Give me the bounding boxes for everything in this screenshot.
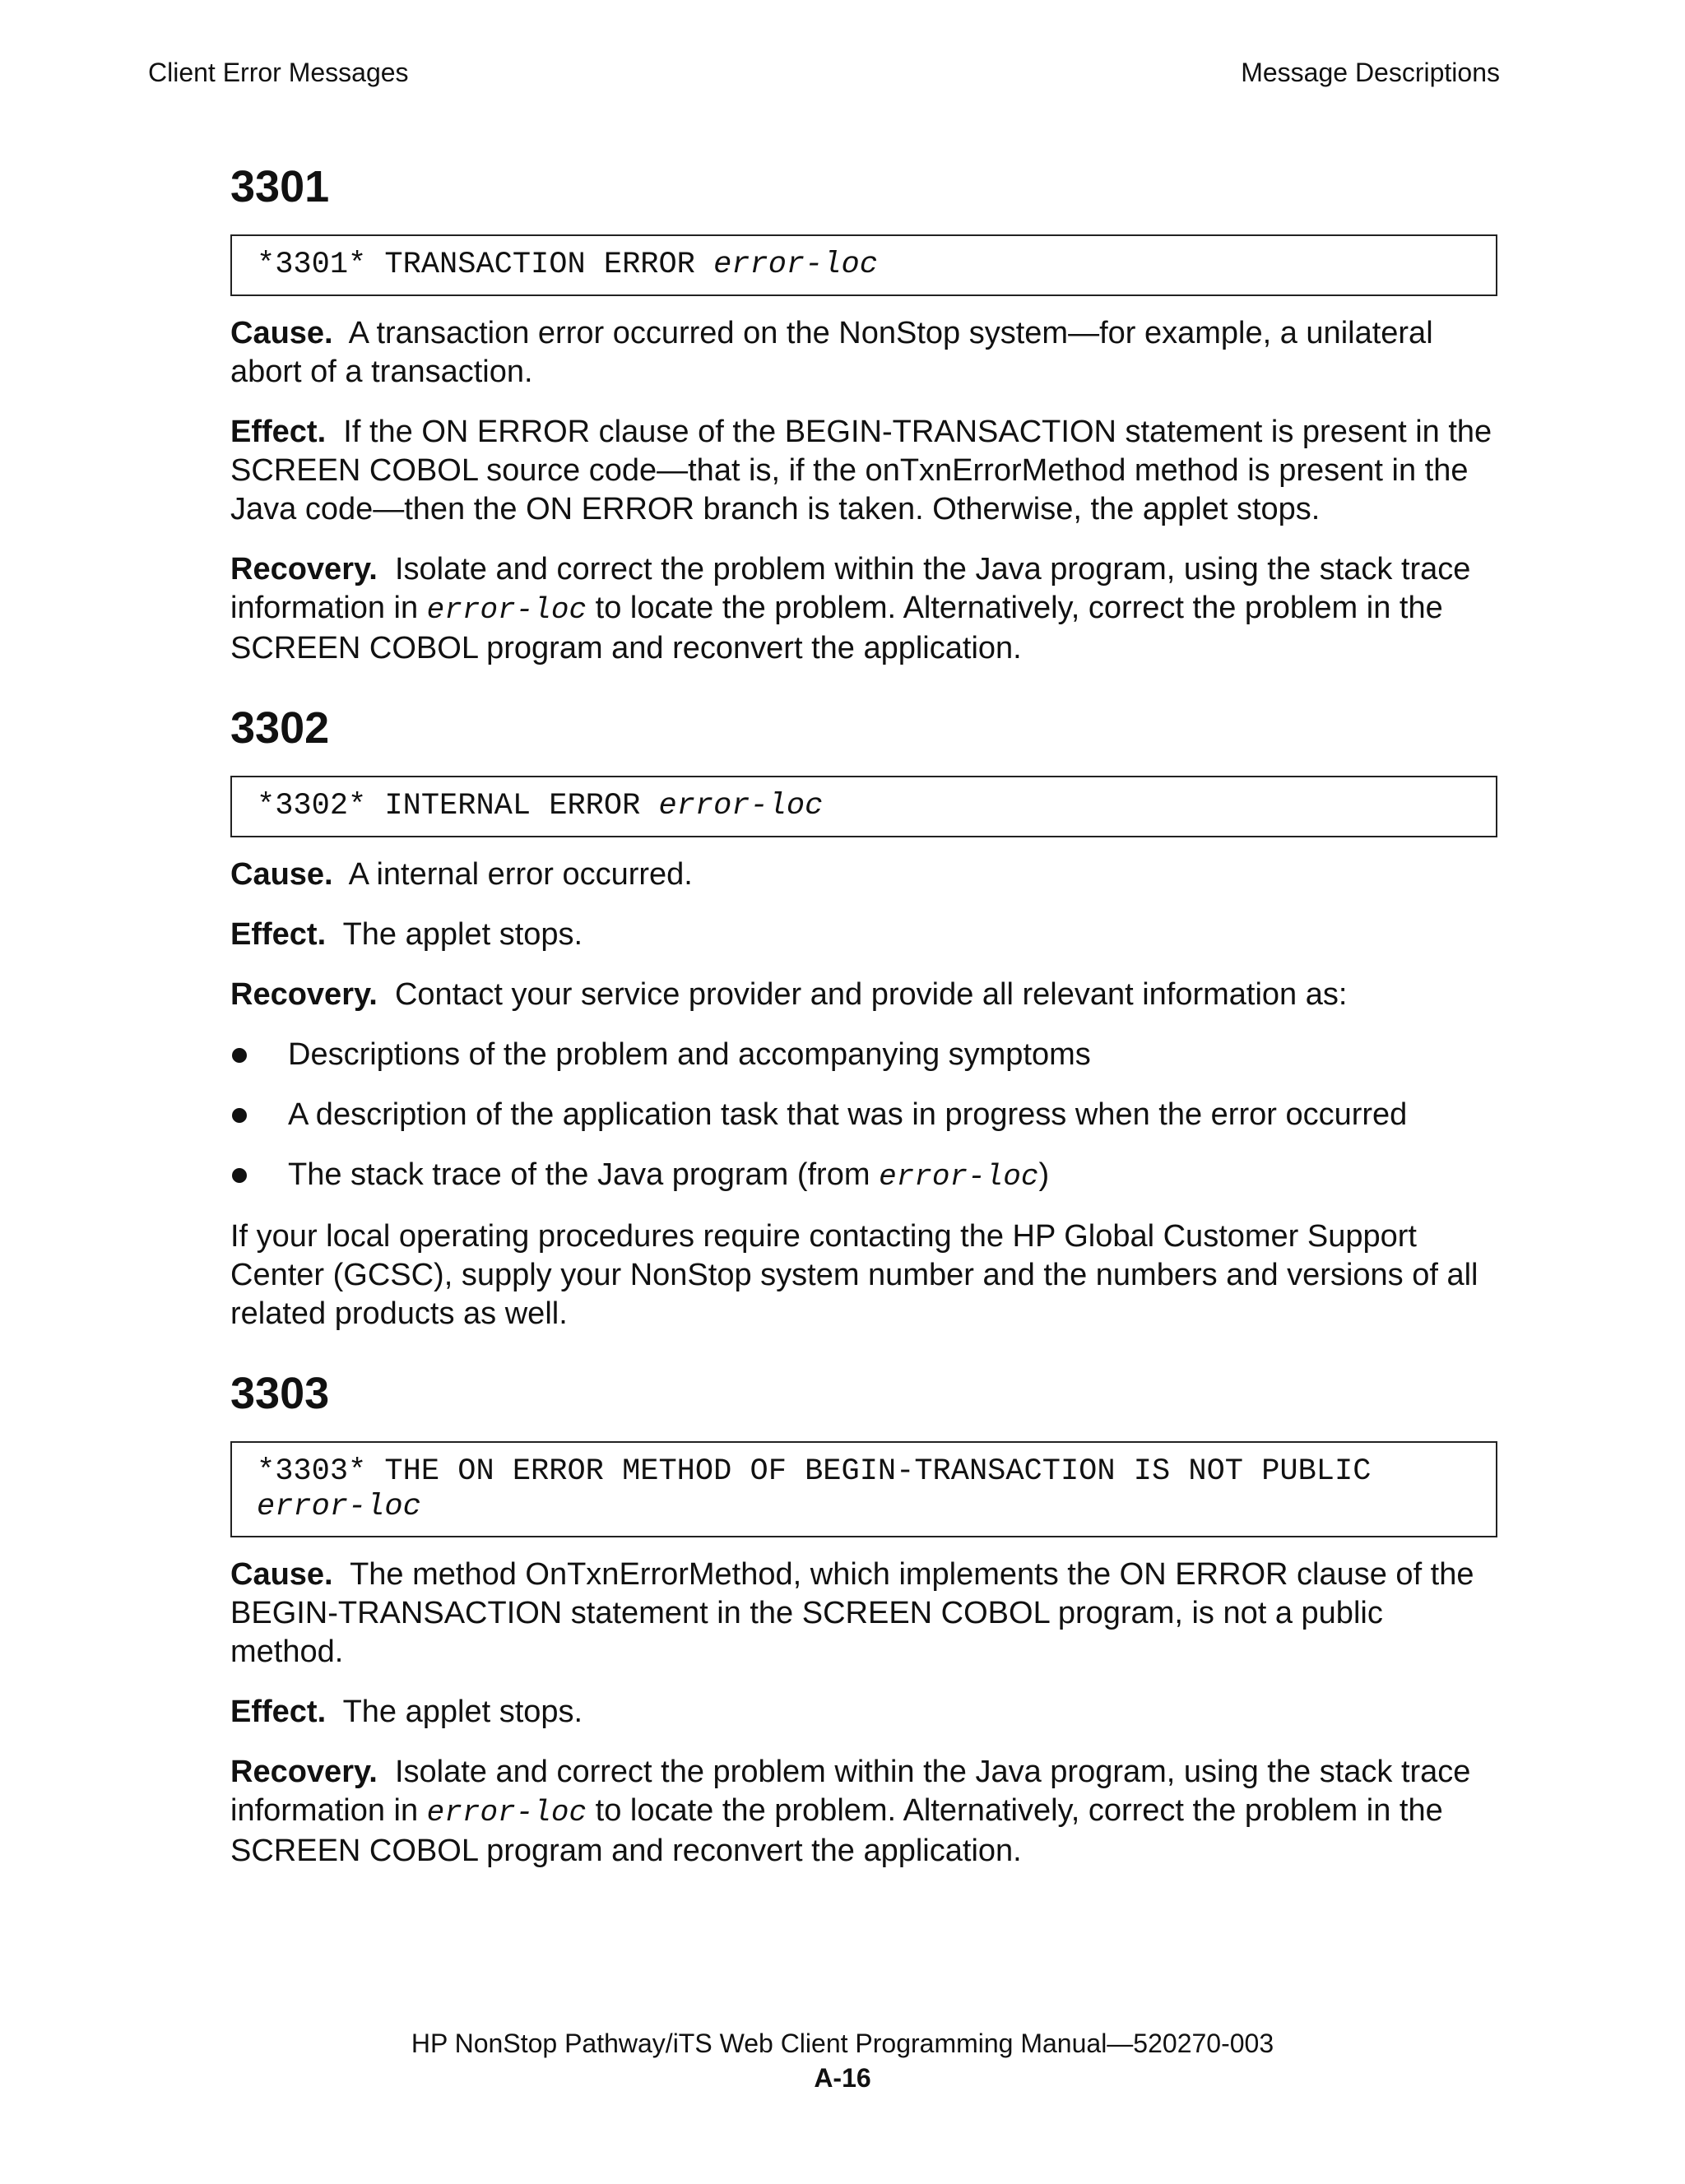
- page-content: [230, 163, 1497, 1907]
- message-variable: error-loc: [257, 1489, 421, 1524]
- effect-label: Effect.: [230, 916, 327, 952]
- cause-paragraph: [230, 1556, 1497, 1672]
- effect-label: Effect.: [230, 1695, 327, 1730]
- bullet-list: [230, 1036, 1497, 1196]
- message-code: *3302* INTERNAL ERROR: [257, 789, 659, 824]
- section-title: 3302: [230, 702, 330, 753]
- list-item-text-a: The stack trace of the Java program (from: [288, 1157, 880, 1192]
- cause-text: The method OnTxnErrorMethod, which implements the ON ERROR clause of the BEGIN-TRANSACTION statement in the SCREEN COBOL program, is not a public method.: [230, 1557, 1474, 1670]
- bullet-icon: [232, 1108, 247, 1123]
- message-box: [230, 776, 1497, 837]
- cause-text: A transaction error occurred on the NonStop system—for example, a unilateral abort of a transaction.: [230, 315, 1433, 389]
- effect-text: If the ON ERROR clause of the BEGIN-TRANSACTION statement is present in the SCREEN COBOL source code—that is, if the onTxnErrorMethod method is present in the Java code—then the ON ERROR branch is taken. Otherwise, the applet stops.: [230, 414, 1492, 526]
- effect-paragraph: [230, 1693, 1497, 1732]
- recovery-paragraph: [230, 976, 1497, 1014]
- cause-paragraph: [230, 314, 1497, 392]
- message-code: *3303* THE ON ERROR METHOD OF BEGIN-TRANSACTION IS NOT PUBLIC: [257, 1454, 1372, 1490]
- effect-paragraph: [230, 413, 1497, 529]
- recovery-paragraph: [230, 1753, 1497, 1871]
- recovery-text-b: to locate the problem. Alternatively, correct the problem in the SCREEN COBOL program and reconvert the application.: [230, 1793, 1443, 1869]
- message-box: [230, 234, 1497, 296]
- message-code: *3301* TRANSACTION ERROR: [257, 248, 714, 283]
- section-3303: [230, 1370, 1497, 1871]
- effect-label: Effect.: [230, 414, 327, 449]
- message-variable: error-loc: [658, 789, 824, 824]
- recovery-label: Recovery.: [230, 551, 378, 587]
- recovery-text-a: Isolate and correct the problem within the Java program, using the stack trace information in: [230, 1755, 1471, 1829]
- running-header: [148, 58, 1500, 90]
- section-title: 3301: [230, 162, 330, 211]
- section-title: 3303: [230, 1368, 330, 1418]
- effect-text: The applet stops.: [342, 916, 583, 952]
- recovery-text: Contact your service provider and provide all relevant information as:: [394, 976, 1348, 1012]
- cause-label: Cause.: [230, 315, 333, 350]
- section-3301: [230, 163, 1497, 668]
- effect-paragraph: [230, 916, 1497, 954]
- recovery-variable: error-loc: [426, 1796, 587, 1830]
- list-item-text: A description of the application task that was in progress when the error occurred: [288, 1097, 1408, 1132]
- closing-paragraph: If your local operating procedures require contacting the HP Global Customer Support Center (GCSC), supply your NonStop system number and the numbers and versions of all related products as well.: [230, 1218, 1478, 1331]
- cause-label: Cause.: [230, 1557, 333, 1593]
- list-item-variable: error-loc: [879, 1159, 1039, 1194]
- recovery-label: Recovery.: [230, 1755, 378, 1790]
- list-item-text-b: ): [1038, 1157, 1050, 1192]
- message-box: [230, 1441, 1497, 1537]
- bullet-icon: [232, 1048, 247, 1063]
- effect-text: The applet stops.: [342, 1695, 583, 1730]
- list-item: [230, 1036, 1497, 1074]
- recovery-paragraph: [230, 550, 1497, 668]
- page-footer: [0, 2026, 1685, 2095]
- section-3302: [230, 704, 1497, 1333]
- recovery-label: Recovery.: [230, 976, 378, 1012]
- recovery-text-a: Isolate and correct the problem within the Java program, using the stack trace information in: [230, 551, 1471, 625]
- page-number: A-16: [814, 2063, 871, 2093]
- bullet-icon: [232, 1168, 247, 1183]
- header-left-title: Client Error Messages: [148, 58, 409, 87]
- cause-text: A internal error occurred.: [348, 856, 693, 892]
- message-variable: error-loc: [713, 248, 878, 283]
- footer-manual-title: HP NonStop Pathway/iTS Web Client Programming Manual—520270-003: [411, 2029, 1274, 2058]
- recovery-text-b: to locate the problem. Alternatively, correct the problem in the SCREEN COBOL program and reconvert the application.: [230, 590, 1443, 665]
- list-item: [230, 1156, 1497, 1196]
- list-item: [230, 1096, 1497, 1134]
- list-item-text: Descriptions of the problem and accompanying symptoms: [288, 1036, 1091, 1072]
- header-right-title: Message Descriptions: [1241, 58, 1500, 87]
- cause-label: Cause.: [230, 856, 333, 892]
- cause-paragraph: [230, 856, 1497, 894]
- recovery-variable: error-loc: [426, 592, 587, 627]
